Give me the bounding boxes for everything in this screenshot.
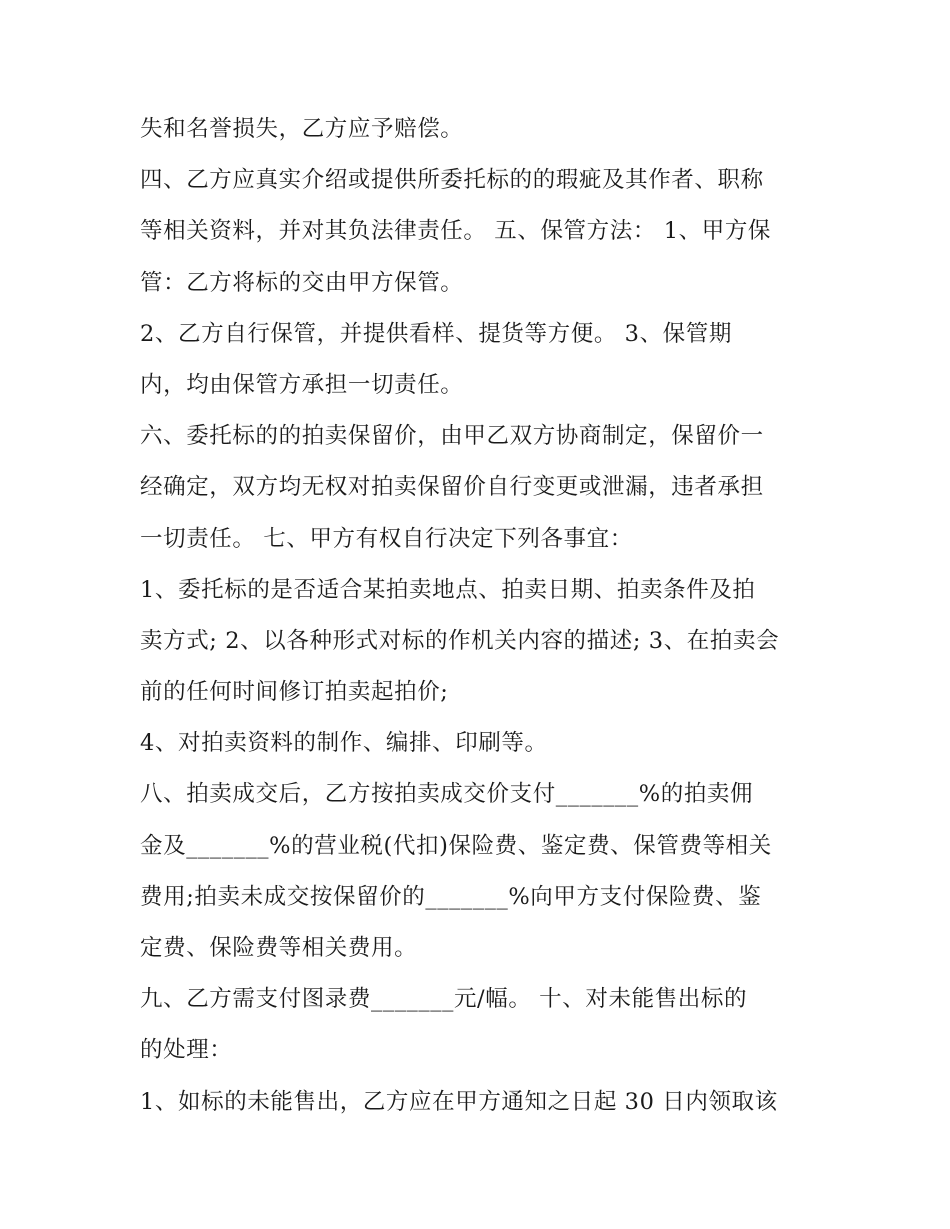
text-line: 一切责任。 七、甲方有权自行决定下列各事宜： [140,525,633,552]
text-line: 1、如标的未能售出，乙方应在甲方通知之日起 30 日内领取该 [140,1088,778,1115]
text-line: 内，均由保管方承担一切责任。 [140,371,464,398]
text-line: 八、拍卖成交后，乙方按拍卖成交价支付_______%的拍卖佣 [140,781,754,808]
text-line: 等相关资料，并对其负法律责任。 五、保管方法： 1、甲方保 [140,218,772,245]
text-line: 前的任何时间修订拍卖起拍价; [140,679,449,706]
text-line: 管：乙方将标的交由甲方保管。 [140,269,464,296]
text-line: 1、委托标的是否适合某拍卖地点、拍卖日期、拍卖条件及拍 [140,576,756,603]
text-line: 经确定，双方均无权对拍卖保留价自行变更或泄漏，违者承担 [140,474,764,501]
contract-text-body [140,104,820,1128]
text-line: 失和名誉损失，乙方应予赔偿。 [140,116,464,142]
text-line: 六、委托标的的拍卖保留价，由甲乙双方协商制定，保留价一 [140,423,764,450]
text-line: 九、乙方需支付图录费_______元/幅。 十、对未能售出标的 [140,986,748,1013]
text-line: 费用;拍卖未成交按保留价的_______%向甲方支付保险费、鉴 [140,883,762,910]
text-line: 4、对拍卖资料的制作、编排、印刷等。 [140,730,548,757]
text-line: 的处理： [140,1037,233,1064]
text-line: 2、乙方自行保管，并提供看样、提货等方便。 3、保管期 [140,320,732,347]
text-line: 金及_______%的营业税(代扣)保险费、鉴定费、保管费等相关 [140,832,772,859]
text-line: 四、乙方应真实介绍或提供所委托标的的瑕疵及其作者、职称 [140,167,764,194]
text-line: 定费、保险费等相关费用。 [140,935,418,961]
text-line: 卖方式; 2、以各种形式对标的作机关内容的描述; 3、在拍卖会 [140,627,780,654]
